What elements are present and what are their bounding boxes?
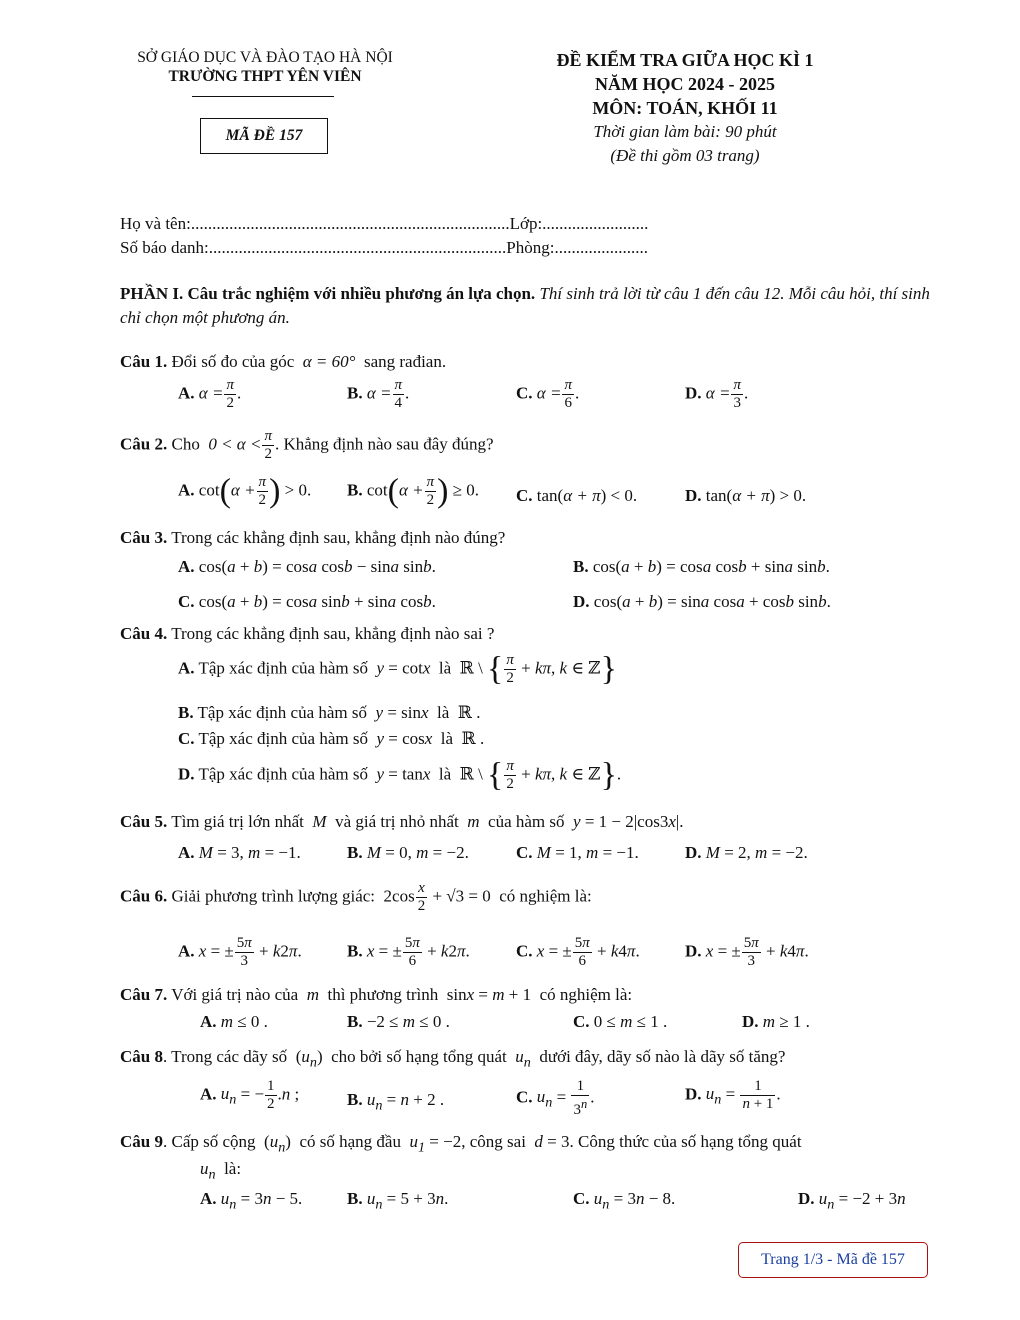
header-right <box>510 48 860 168</box>
section-heading <box>120 282 940 330</box>
q6-option-a[interactable]: A. x = ± $\frac{5\pi}{3}$ + k2π. <box>178 935 302 969</box>
exam-code-box: MÃ ĐỀ 157 <box>200 118 328 154</box>
q9-option-c[interactable]: C. $u_n = 3n - 8$. <box>573 1189 676 1213</box>
school-year: NĂM HỌC 2024 - 2025 <box>595 74 775 94</box>
q8-option-a[interactable]: A. $u_n$ = − $\frac{1}{2}$ .n ; <box>200 1078 300 1112</box>
q1-option-c[interactable]: C. α = $\frac{\pi}{6}$ . <box>516 377 580 411</box>
question-6: Câu 6. Giải phương trình lượng giác: 2cos $\frac{x}{2}$ + √3 = 0 có nghiệm là: <box>120 880 592 914</box>
q1-option-a[interactable]: A. α = $\frac{\pi}{2}$ . <box>178 377 242 411</box>
department-name: SỞ GIÁO DỤC VÀ ĐÀO TẠO HÀ NỘI <box>137 49 393 66</box>
q5-option-d[interactable]: D. M = 2, m = −2. <box>685 843 808 862</box>
header-left <box>110 48 420 86</box>
q2-option-c[interactable]: C. tan(α + π) < 0. <box>516 486 638 505</box>
exam-time: Thời gian làm bài: 90 phút <box>593 122 777 141</box>
question-5: Câu 5. Tìm giá trị lớn nhất M và giá trị nhỏ nhất m của hàm số y = 1 − 2|cos3x|. <box>120 812 684 831</box>
question-3: Câu 3. Trong các khẳng định sau, khẳng định nào đúng? <box>120 528 506 547</box>
q9-option-b[interactable]: B. $u_n = 5 + 3n$. <box>347 1189 449 1213</box>
question-7: Câu 7. Với giá trị nào của m thì phương trình sinx = m + 1 có nghiệm là: <box>120 985 633 1004</box>
question-1: Câu 1. Đổi số đo của góc α = 60° sang rađian. <box>120 352 447 371</box>
question-9-cont: $u_n$ là: <box>200 1159 242 1183</box>
student-id-line: Số báo danh:......................................................................Phòng:...................... <box>120 238 648 257</box>
q5-option-c[interactable]: C. M = 1, m = −1. <box>516 843 639 862</box>
question-9: Câu 9. Cấp số cộng $(u_n)$ có số hạng đầu $u_1 = -2$, công sai d = 3. Công thức của số hạng tổng quát <box>120 1132 802 1156</box>
question-text: sang rađian. <box>363 352 447 371</box>
q4-option-b[interactable]: B. Tập xác định của hàm số y = sinx là ℝ . <box>178 703 481 722</box>
q6-option-c[interactable]: C. x = ± $\frac{5\pi}{6}$ + k4π. <box>516 935 640 969</box>
q4-option-a[interactable]: A. Tập xác định của hàm số y = cotx là ℝ \ { $\frac{\pi}{2}$ + kπ, k ∈ ℤ} <box>178 650 617 688</box>
exam-title: ĐỀ KIỂM TRA GIỮA HỌC KÌ 1 <box>556 50 814 70</box>
q6-option-d[interactable]: D. x = ± $\frac{5\pi}{3}$ + k4π. <box>685 935 809 969</box>
page-footer-badge: Trang 1/3 - Mã đề 157 <box>738 1242 928 1278</box>
q8-option-d[interactable]: D. $u_n$ = $\frac{1}{n + 1}$ . <box>685 1078 781 1112</box>
question-label: Câu 1. <box>120 352 168 371</box>
q8-option-b[interactable]: B. $u_n = n + 2$ . <box>347 1090 445 1114</box>
section-instruction: Thí sinh trả lời từ câu 1 đến câu 12. Mỗi câu hỏi, thí sinh chỉ chọn một phương án. <box>120 284 930 327</box>
q6-option-b[interactable]: B. x = ± $\frac{5\pi}{6}$ + k2π. <box>347 935 470 969</box>
student-name-line: Họ và tên:...........................................................................Lớp:......................... <box>120 214 649 233</box>
q9-option-d[interactable]: D. $u_n = -2 + 3n$ <box>798 1189 906 1213</box>
q4-option-d[interactable]: D. Tập xác định của hàm số y = tanx là ℝ \ { $\frac{\pi}{2}$ + kπ, k ∈ ℤ}. <box>178 756 622 794</box>
question-4: Câu 4. Trong các khẳng định sau, khẳng định nào sai ? <box>120 624 495 643</box>
q5-option-a[interactable]: A. M = 3, m = −1. <box>178 843 301 862</box>
question-2: Câu 2. Cho 0 < α < $\frac{\pi}{2}$ . Khẳng định nào sau đây đúng? <box>120 428 494 462</box>
q5-option-b[interactable]: B. M = 0, m = −2. <box>347 843 469 862</box>
q2-option-b[interactable]: B. cot(α + $\frac{\pi}{2}$ ) ≥ 0. <box>347 472 480 510</box>
section-title: PHẦN I. Câu trắc nghiệm với nhiều phương án lựa chọn. <box>120 284 536 303</box>
page-count: (Đề thi gồm 03 trang) <box>610 146 760 165</box>
q4-option-c[interactable]: C. Tập xác định của hàm số y = cosx là ℝ . <box>178 729 485 748</box>
q7-option-c[interactable]: C. 0 ≤ m ≤ 1 . <box>573 1012 668 1031</box>
school-name: TRƯỜNG THPT YÊN VIÊN <box>168 68 362 85</box>
header-divider <box>192 96 334 97</box>
q1-option-d[interactable]: D. α = $\frac{\pi}{3}$ . <box>685 377 749 411</box>
subject: MÔN: TOÁN, KHỐI 11 <box>592 98 778 118</box>
q9-option-a[interactable]: A. $u_n = 3n - 5$. <box>200 1189 303 1213</box>
q3-option-c[interactable]: C. cos(a + b) = cosa sinb + sina cosb. <box>178 592 436 611</box>
q3-option-a[interactable]: A. cos(a + b) = cosa cosb − sina sinb. <box>178 557 436 576</box>
q3-option-d[interactable]: D. cos(a + b) = sina cosa + cosb sinb. <box>573 592 831 611</box>
q7-option-a[interactable]: A. m ≤ 0 . <box>200 1012 268 1031</box>
q7-option-b[interactable]: B. −2 ≤ m ≤ 0 . <box>347 1012 450 1031</box>
q1-option-b[interactable]: B. α = $\frac{\pi}{4}$ . <box>347 377 410 411</box>
q3-option-b[interactable]: B. cos(a + b) = cosa cosb + sina sinb. <box>573 557 830 576</box>
q7-option-d[interactable]: D. m ≥ 1 . <box>742 1012 810 1031</box>
question-8: Câu 8. Trong các dãy số $(u_n)$ cho bởi số hạng tổng quát $u_n$ dưới đây, dãy số nào là dãy số tăng? <box>120 1047 786 1071</box>
q2-option-d[interactable]: D. tan(α + π) > 0. <box>685 486 807 505</box>
q2-option-a[interactable]: A. cot(α + $\frac{\pi}{2}$ ) > 0. <box>178 472 312 510</box>
question-text: Đổi số đo của góc <box>171 352 295 371</box>
q8-option-c[interactable]: C. $u_n$ = $\frac{1}{3^n}$ . <box>516 1078 595 1118</box>
